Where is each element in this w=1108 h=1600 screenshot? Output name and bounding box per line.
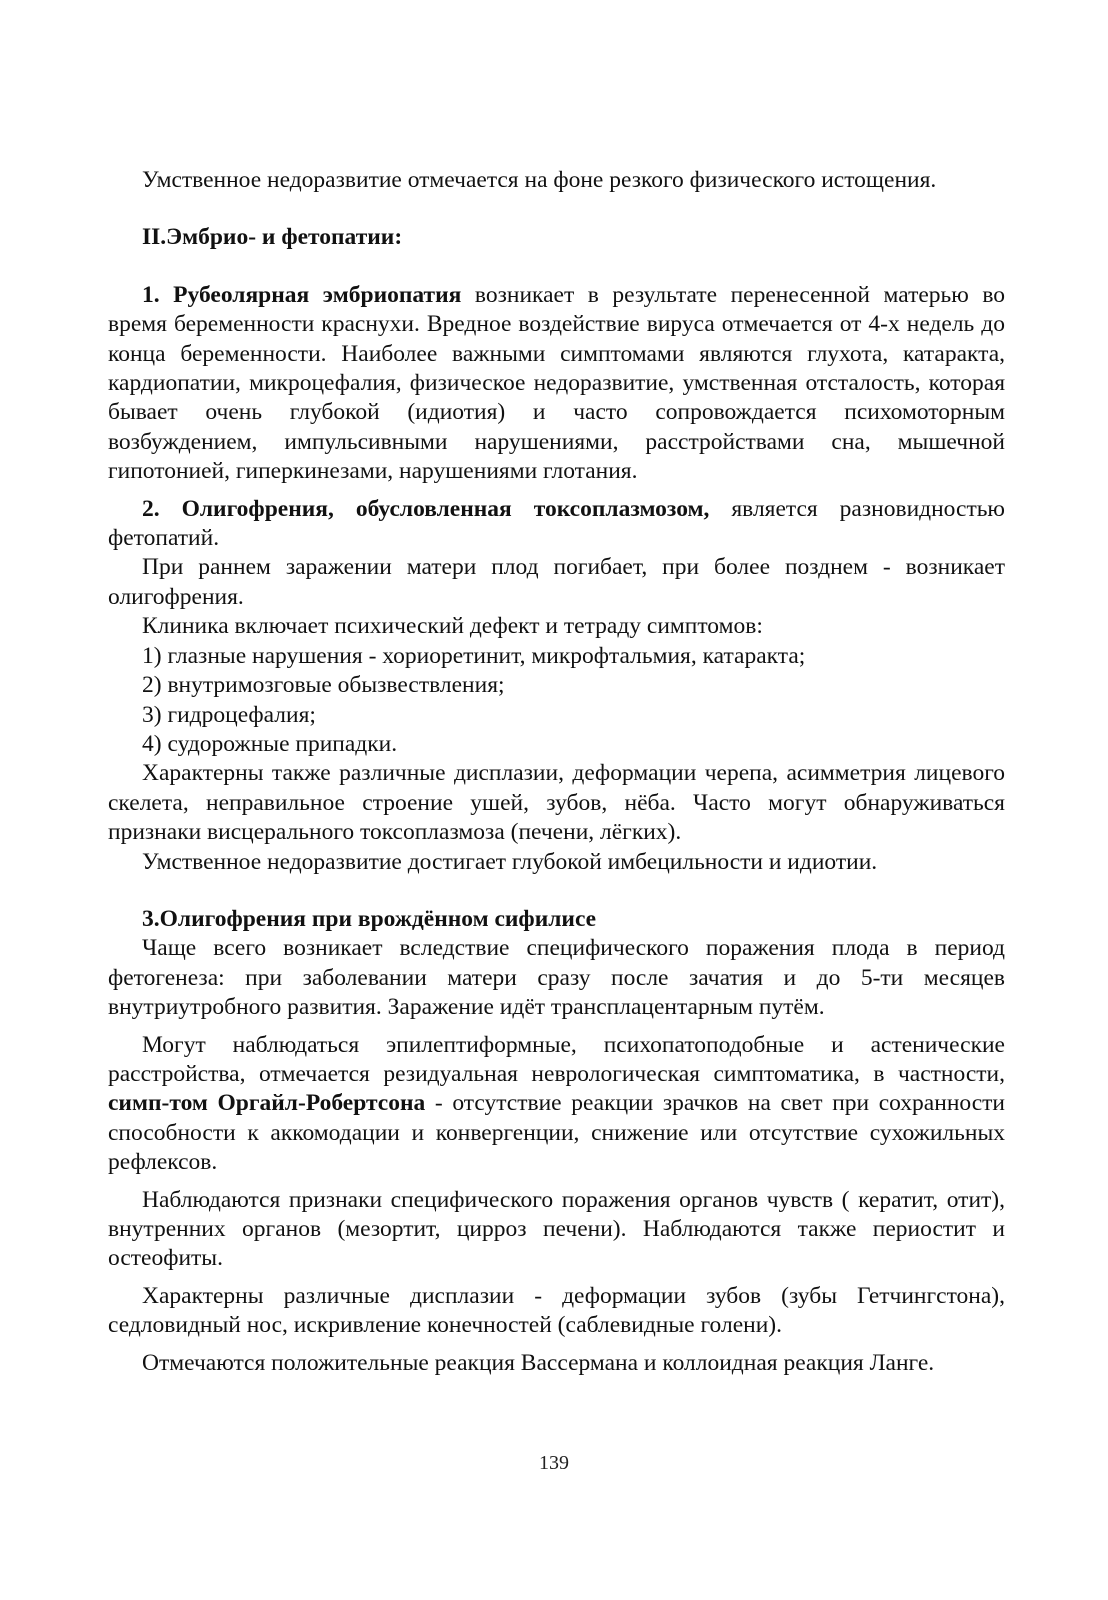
degree-text: Умственное недоразвитие достигает глубокой имбецильности и идиотии. <box>142 848 878 875</box>
syphilis-paragraph-4 <box>108 1282 1005 1341</box>
syphilis-text-4: Характерны различные дисплазии - деформации зубов (зубы Гетчингстона), седловидный нос, искривление конечностей (саблевидные голени). <box>108 1282 1005 1339</box>
syphilis-heading <box>108 905 1005 934</box>
section-heading-embryo-fetopathies <box>108 223 1005 252</box>
page-number: 139 <box>539 1452 569 1474</box>
degree-paragraph <box>108 848 1005 877</box>
list-item <box>108 701 1005 730</box>
dysplasia-paragraph <box>108 759 1005 847</box>
rubella-paragraph <box>108 281 1005 487</box>
syphilis-text-1: Чаще всего возникает вследствие специфического поражения плода в период фетогенеза: при заболевании матери сразу после зачатия и до 5-ти месяцев внутриутробного развития. Заражение идёт трансплацентарным путём. <box>108 935 1005 1021</box>
clinic-text: Клиника включает психический дефект и тетраду симптомов: <box>142 613 763 640</box>
toxoplasmosis-paragraph <box>108 495 1005 554</box>
list-item <box>108 730 1005 759</box>
symptom-1: 1) глазные нарушения - хориоретинит, микрофтальмия, катаракта; <box>142 642 806 669</box>
toxoplasmosis-title: 2. Олигофрения, обусловленная токсоплазмозом, <box>142 495 710 522</box>
list-item <box>108 642 1005 671</box>
section-heading-text: II.Эмбрио- и фетопатии: <box>142 224 403 251</box>
dysplasia-text: Характерны также различные дисплазии, деформации черепа, асимметрия лицевого скелета, неправильное строение ушей, зубов, нёба. Часто могут обнаруживаться признаки висцерального токсоплазмоза (печени, лёгких). <box>108 760 1005 846</box>
symptom-4: 4) судорожные припадки. <box>142 730 398 757</box>
list-item <box>108 671 1005 700</box>
symptom-2: 2) внутримозговые обызвествления; <box>142 672 505 699</box>
toxoplasmosis-body: является разновидностью фетопатий. <box>108 495 1005 552</box>
syphilis-text-2-before: Могут наблюдаться эпилептиформные, психопатоподобные и астенические расстройства, отмечается резидуальная неврологическая симптоматика, в частности, <box>108 1031 1005 1087</box>
rubella-title: 1. Рубеолярная эмбриопатия <box>142 281 462 308</box>
intro-text: Умственное недоразвитие отмечается на фоне резкого физического истощения. <box>142 167 937 193</box>
page-body <box>108 166 1005 1378</box>
syphilis-paragraph-3 <box>108 1186 1005 1274</box>
syphilis-text-3: Наблюдаются признаки специфического поражения органов чувств ( кератит, отит), внутренних органов (мезортит, цирроз печени). Наблюдаются также периостит и остеофиты. <box>108 1186 1005 1272</box>
early-infection-paragraph <box>108 553 1005 612</box>
syphilis-text-2-after: - отсутствие реакции зрачков на свет при сохранности способности к аккомодации и конвергенции, снижение или отсутствие сухожильных рефлексов. <box>108 1090 1006 1176</box>
early-infection-text: При раннем заражении матери плод погибает, при более позднем - возникает олигофрения. <box>108 554 1005 610</box>
syphilis-heading-text: 3.Олигофрения при врождённом сифилисе <box>142 905 597 932</box>
syphilis-paragraph-5 <box>108 1349 1005 1378</box>
syphilis-text-5: Отмечаются положительные реакция Вассермана и коллоидная реакция Ланге. <box>142 1349 935 1376</box>
syphilis-paragraph-2 <box>108 1031 1005 1178</box>
symptom-3: 3) гидроцефалия; <box>142 701 316 728</box>
syphilis-paragraph-1 <box>108 934 1005 1022</box>
intro-paragraph <box>108 166 1005 195</box>
argyll-robertson-term: симп-том Оргайл-Робертсона <box>108 1090 426 1117</box>
clinic-paragraph <box>108 612 1005 641</box>
rubella-body: возникает в результате перенесенной матерью во время беременности краснухи. Вредное воздействие вируса отмечается от 4-х недель до конца беременности. Наиболее важными симптомами являются глухота, катаракта, кардиопатии, микроцефалия, физическое недоразвитие, умственная отсталость, которая бывает очень глубокой (идиотия) и часто сопровождается психомоторным возбуждением, импульсивными нарушениями, расстройствами сна, мышечной гипотонией, гиперкинезами, нарушениями глотания. <box>108 281 1006 485</box>
